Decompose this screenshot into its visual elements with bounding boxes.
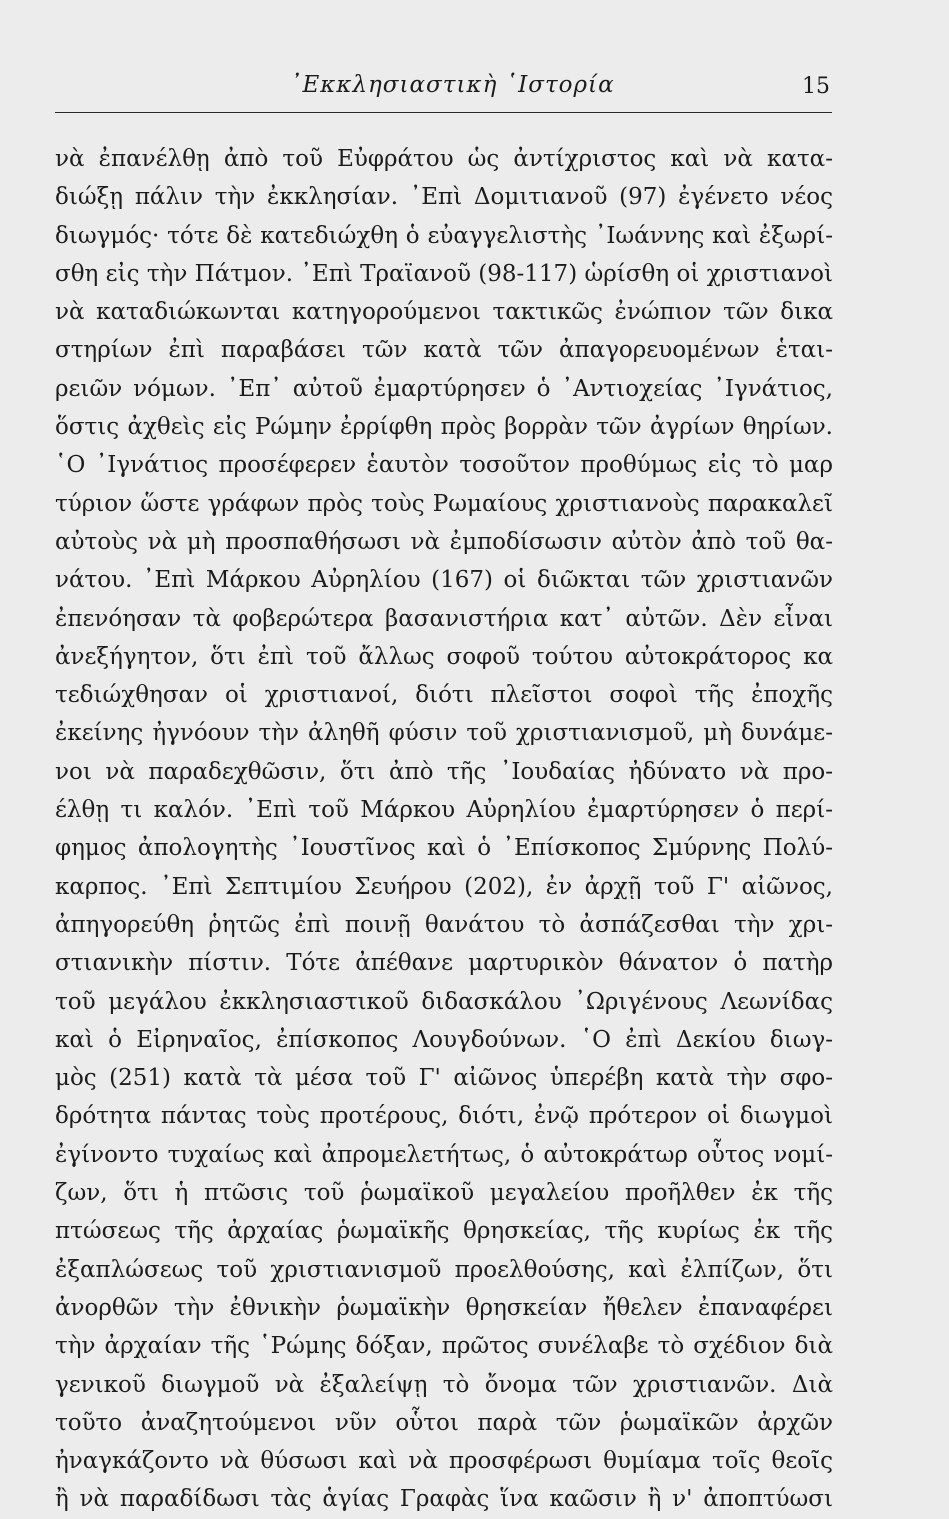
text-line: σθη εἰς τὴν Πάτμον. ᾿Επὶ Τραϊανοῦ (98-117) ὡρίσθη οἱ χριστιανοὶ <box>55 260 833 287</box>
text-line: μὸς (251) κατὰ τὰ μέσα τοῦ Γ' αἰῶνος ὑπερέβη κατὰ τὴν σφο- <box>55 1065 833 1092</box>
page-number: 15 <box>802 74 830 99</box>
text-line: αὐτοὺς νὰ μὴ προσπαθήσωσι νὰ ἐμποδίσωσιν αὐτὸν ἀπὸ τοῦ θα- <box>55 528 833 555</box>
text-line: τεδιώχθησαν οἱ χριστιανοί, διότι πλεῖστοι σοφοὶ τῆς ἐποχῆς <box>55 682 833 709</box>
text-line: γενικοῦ διωγμοῦ νὰ ἐξαλείψῃ τὸ ὄνομα τῶν χριστιανῶν. Διὰ <box>55 1371 833 1398</box>
text-line: ἐξαπλώσεως τοῦ χριστιανισμοῦ προελθούσης, καὶ ἐλπίζων, ὅτι <box>55 1256 833 1283</box>
text-line: νάτου. ᾿Επὶ Μάρκου Αὐρηλίου (167) οἱ διῶκται τῶν χριστιανῶν <box>55 567 833 594</box>
text-line: έλθῃ τι καλόν. ᾿Επὶ τοῦ Μάρκου Αὐρηλίου ἐμαρτύρησεν ὁ περί- <box>55 797 833 824</box>
text-line: τύριον ὥστε γράφων πρὸς τοὺς Ρωμαίους χριστιανοὺς παρακαλεῖ <box>55 490 833 517</box>
text-line: δρότητα πάντας τοὺς προτέρους, διότι, ἐνῷ πρότερον οἱ διωγμοὶ <box>55 1103 833 1130</box>
running-title: ᾿Εκκλησιαστικὴ ῾Ιστορία <box>290 72 615 98</box>
text-line: τὴν ἀρχαίαν τῆς ῾Ρώμης δόξαν, πρῶτος συνέλαβε τὸ σχέδιον διὰ <box>55 1333 833 1360</box>
header-rule <box>55 112 832 113</box>
text-line: καὶ ὁ Εἰρηναῖος, ἐπίσκοπος Λουγδούνων. ῾Ο ἐπὶ Δεκίου διωγ- <box>55 1026 833 1053</box>
text-line: καρπος. ᾿Επὶ Σεπτιμίου Σευήρου (202), ἐν ἀρχῇ τοῦ Γ' αἰῶνος, <box>55 873 833 900</box>
text-line: ἀνορθῶν τὴν ἐθνικὴν ῥωμαϊκὴν θρησκείαν ἤθελεν ἐπαναφέρει <box>55 1294 833 1321</box>
text-line: πτώσεως τῆς ἀρχαίας ῥωμαϊκῆς θρησκείας, τῆς κυρίως ἐκ τῆς <box>55 1218 833 1245</box>
text-line: ἠναγκάζοντο νὰ θύσωσι καὶ νὰ προσφέρωσι θυμίαμα τοῖς θεοῖς <box>55 1448 833 1475</box>
text-line: ἐκείνης ἠγνόουν τὴν ἀληθῆ φύσιν τοῦ χριστιανισμοῦ, μὴ δυνάμε- <box>55 720 833 747</box>
text-line: ἢ νὰ παραδίδωσι τὰς ἁγίας Γραφὰς ἵνα καῶσιν ἢ ν' ἀποπτύωσι <box>55 1486 833 1513</box>
body-text <box>55 140 833 1519</box>
text-line: νὰ ἐπανέλθῃ ἀπὸ τοῦ Εὐφράτου ὡς ἀντίχριστος καὶ νὰ κατα- <box>55 146 833 172</box>
running-head <box>50 72 830 108</box>
text-line: ἐπενόησαν τὰ φοβερώτερα βασανιστήρια κατ᾿ αὐτῶν. Δὲν εἶναι <box>55 605 833 632</box>
text-line: στηρίων ἐπὶ παραβάσει τῶν κατὰ τῶν ἀπαγορευομένων ἑται- <box>55 337 833 364</box>
text-line: φημος ἀπολογητὴς ᾿Ιουστῖνος καὶ ὁ ᾿Επίσκοπος Σμύρνης Πολύ- <box>55 835 833 862</box>
text-line: ἀπηγορεύθη ῥητῶς ἐπὶ ποινῇ θανάτου τὸ ἀσπάζεσθαι τὴν χρι- <box>55 911 833 938</box>
text-line: τοῦ μεγάλου ἐκκλησιαστικοῦ διδασκάλου ᾿Ωριγένους Λεωνίδας <box>55 988 833 1015</box>
text-line: ἐγίνοντο τυχαίως καὶ ἀπρομελετήτως, ὁ αὐτοκράτωρ οὗτος νομί- <box>55 1141 833 1168</box>
text-line: ρειῶν νόμων. ᾿Επ᾿ αὐτοῦ ἐμαρτύρησεν ὁ ᾿Αντιοχείας ᾿Ιγνάτιος, <box>55 375 833 402</box>
text-line: ἀνεξήγητον, ὅτι ἐπὶ τοῦ ἄλλως σοφοῦ τούτου αὐτοκράτορος κα <box>55 643 833 670</box>
text-line: ζων, ὅτι ἡ πτῶσις τοῦ ῥωμαϊκοῦ μεγαλείου προῆλθεν ἐκ τῆς <box>55 1180 833 1207</box>
text-line: διωγμός· τότε δὲ κατεδιώχθη ὁ εὐαγγελιστὴς ᾿Ιωάννης καὶ ἐξωρί- <box>55 222 833 249</box>
text-line: τοῦτο ἀναζητούμενοι νῦν οὗτοι παρὰ τῶν ῥωμαϊκῶν ἀρχῶν <box>55 1409 833 1436</box>
text-line: ὅστις ἀχθεὶς εἰς Ρώμην ἐρρίφθη πρὸς βορρὰν τῶν ἀγρίων θηρίων. <box>55 414 833 441</box>
text-line: διώξῃ πάλιν τὴν ἐκκλησίαν. ᾿Επὶ Δομιτιανοῦ (97) ἐγένετο νέος <box>55 184 833 211</box>
text-line: νὰ καταδιώκωνται κατηγορούμενοι τακτικῶς ἐνώπιον τῶν δικα <box>55 299 833 326</box>
text-line: ῾Ο ᾿Ιγνάτιος προσέφερεν ἑαυτὸν τοσοῦτον προθύμως εἰς τὸ μαρ <box>55 452 833 479</box>
text-line: στιανικὴν πίστιν. Τότε ἀπέθανε μαρτυρικὸν θάνατον ὁ πατὴρ <box>55 950 833 977</box>
text-line: νοι νὰ παραδεχθῶσιν, ὅτι ἀπὸ τῆς ᾿Ιουδαίας ἠδύνατο νὰ προ- <box>55 758 833 785</box>
